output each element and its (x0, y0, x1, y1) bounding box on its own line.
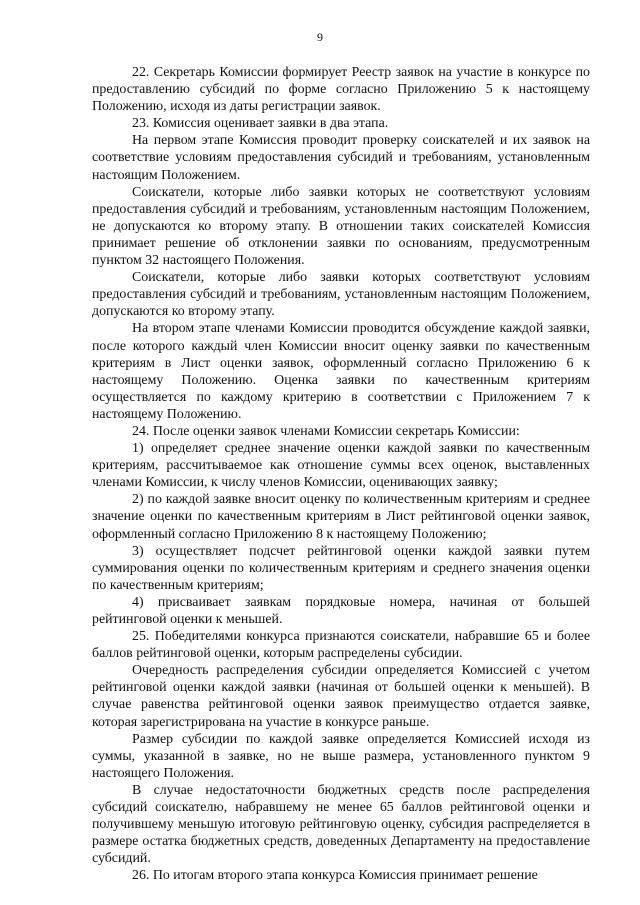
list-item-1: 1) определяет среднее значение оценки каждой заявки по качественным критериям, рассчитываемое как отношение суммы всех оценок, выставленных членами Комиссии, к числу членов Комиссии, оценивающих заявку; (92, 441, 590, 491)
list-item-2: 2) по каждой заявке вносит оценку по количественным критериям и среднее значение оценки по качественным критериям в Лист рейтинговой оценки заявок, оформленный согласно Приложению 8 к настоящему Положению; (92, 492, 590, 542)
paragraph-26: 26. По итогам второго этапа конкурса Комиссия принимает решение (132, 868, 538, 884)
list-item-3: 3) осуществляет подсчет рейтинговой оценки каждой заявки путем суммирования оценки по количественным критериям и среднего значения оценки по качественным критериям; (92, 543, 590, 593)
paragraph-insufficient-funds: В случае недостаточности бюджетных средств после распределения субсидий соискателю, набравшему не менее 65 баллов рейтинговой оценки и получившему меньшую итоговую рейтинговую оценку, субсидия распределяется в размере остатка бюджетных средств, доведенных Департаменту на предоставление субсидий. (92, 782, 590, 867)
paragraph-23: 23. Комиссия оценивает заявки в два этапа. (132, 116, 389, 132)
paragraph-subsidy-size: Размер субсидии по каждой заявке определяется Комиссией исходя из суммы, указанной в заявке, но не выше размера, установленного пунктом 9 настоящего Положения. (92, 731, 590, 781)
list-item-4: 4) присваивает заявкам порядковые номера, начиная от большей рейтинговой оценки к меньшей. (92, 594, 590, 627)
page-number: 9 (317, 30, 323, 44)
paragraph-25: 25. Победителями конкурса признаются соискатели, набравшие 65 и более баллов рейтинговой оценки, которым распределены субсидии. (92, 629, 590, 662)
paragraph-24: 24. После оценки заявок членами Комиссии секретарь Комиссии: (132, 423, 520, 439)
paragraph-second-stage: На втором этапе членами Комиссии проводится обсуждение каждой заявки, после которого каждый член Комиссии вносит оценку заявки по качественным критериям в Лист оценки заявок, оформленный согласно Приложению 6 к настоящему Положению. Оценка заявки по качественным критериям осуществляется по каждому критерию в соответствии с Приложением 7 к настоящему Положению. (92, 321, 590, 422)
paragraph-22: 22. Секретарь Комиссии формирует Реестр заявок на участие в конкурсе по предоставлению субсидий по форме согласно Приложению 5 к настоящему Положению, исходя из даты регистрации заявок. (92, 65, 590, 115)
paragraph-not-admitted: Соискатели, которые либо заявки которых не соответствуют условиям предоставления субсидий и требованиям, установленным настоящим Положением, не допускаются ко второму этапу. В отношении таких соискателей Комиссия принимает решение об отклонении заявки по основаниям, предусмотренным пунктом 32 настоящего Положения. (92, 184, 590, 269)
document-body (92, 64, 590, 885)
paragraph-admitted: Соискатели, которые либо заявки которых соответствуют условиям предоставления субсидий и требованиям, установленным настоящим Положением, допускаются ко второму этапу. (92, 270, 590, 320)
paragraph-first-stage: На первом этапе Комиссия проводит проверку соискателей и их заявок на соответствие условиям предоставления субсидий и требованиям, установленным настоящим Положением. (92, 133, 590, 183)
paragraph-order: Очередность распределения субсидии определяется Комиссией с учетом рейтинговой оценки каждой заявки (начиная от большей оценки к меньшей). В случае равенства рейтинговой оценки заявок преимущество отдается заявке, которая зарегистрирована на участие в конкурсе раньше. (92, 663, 590, 730)
